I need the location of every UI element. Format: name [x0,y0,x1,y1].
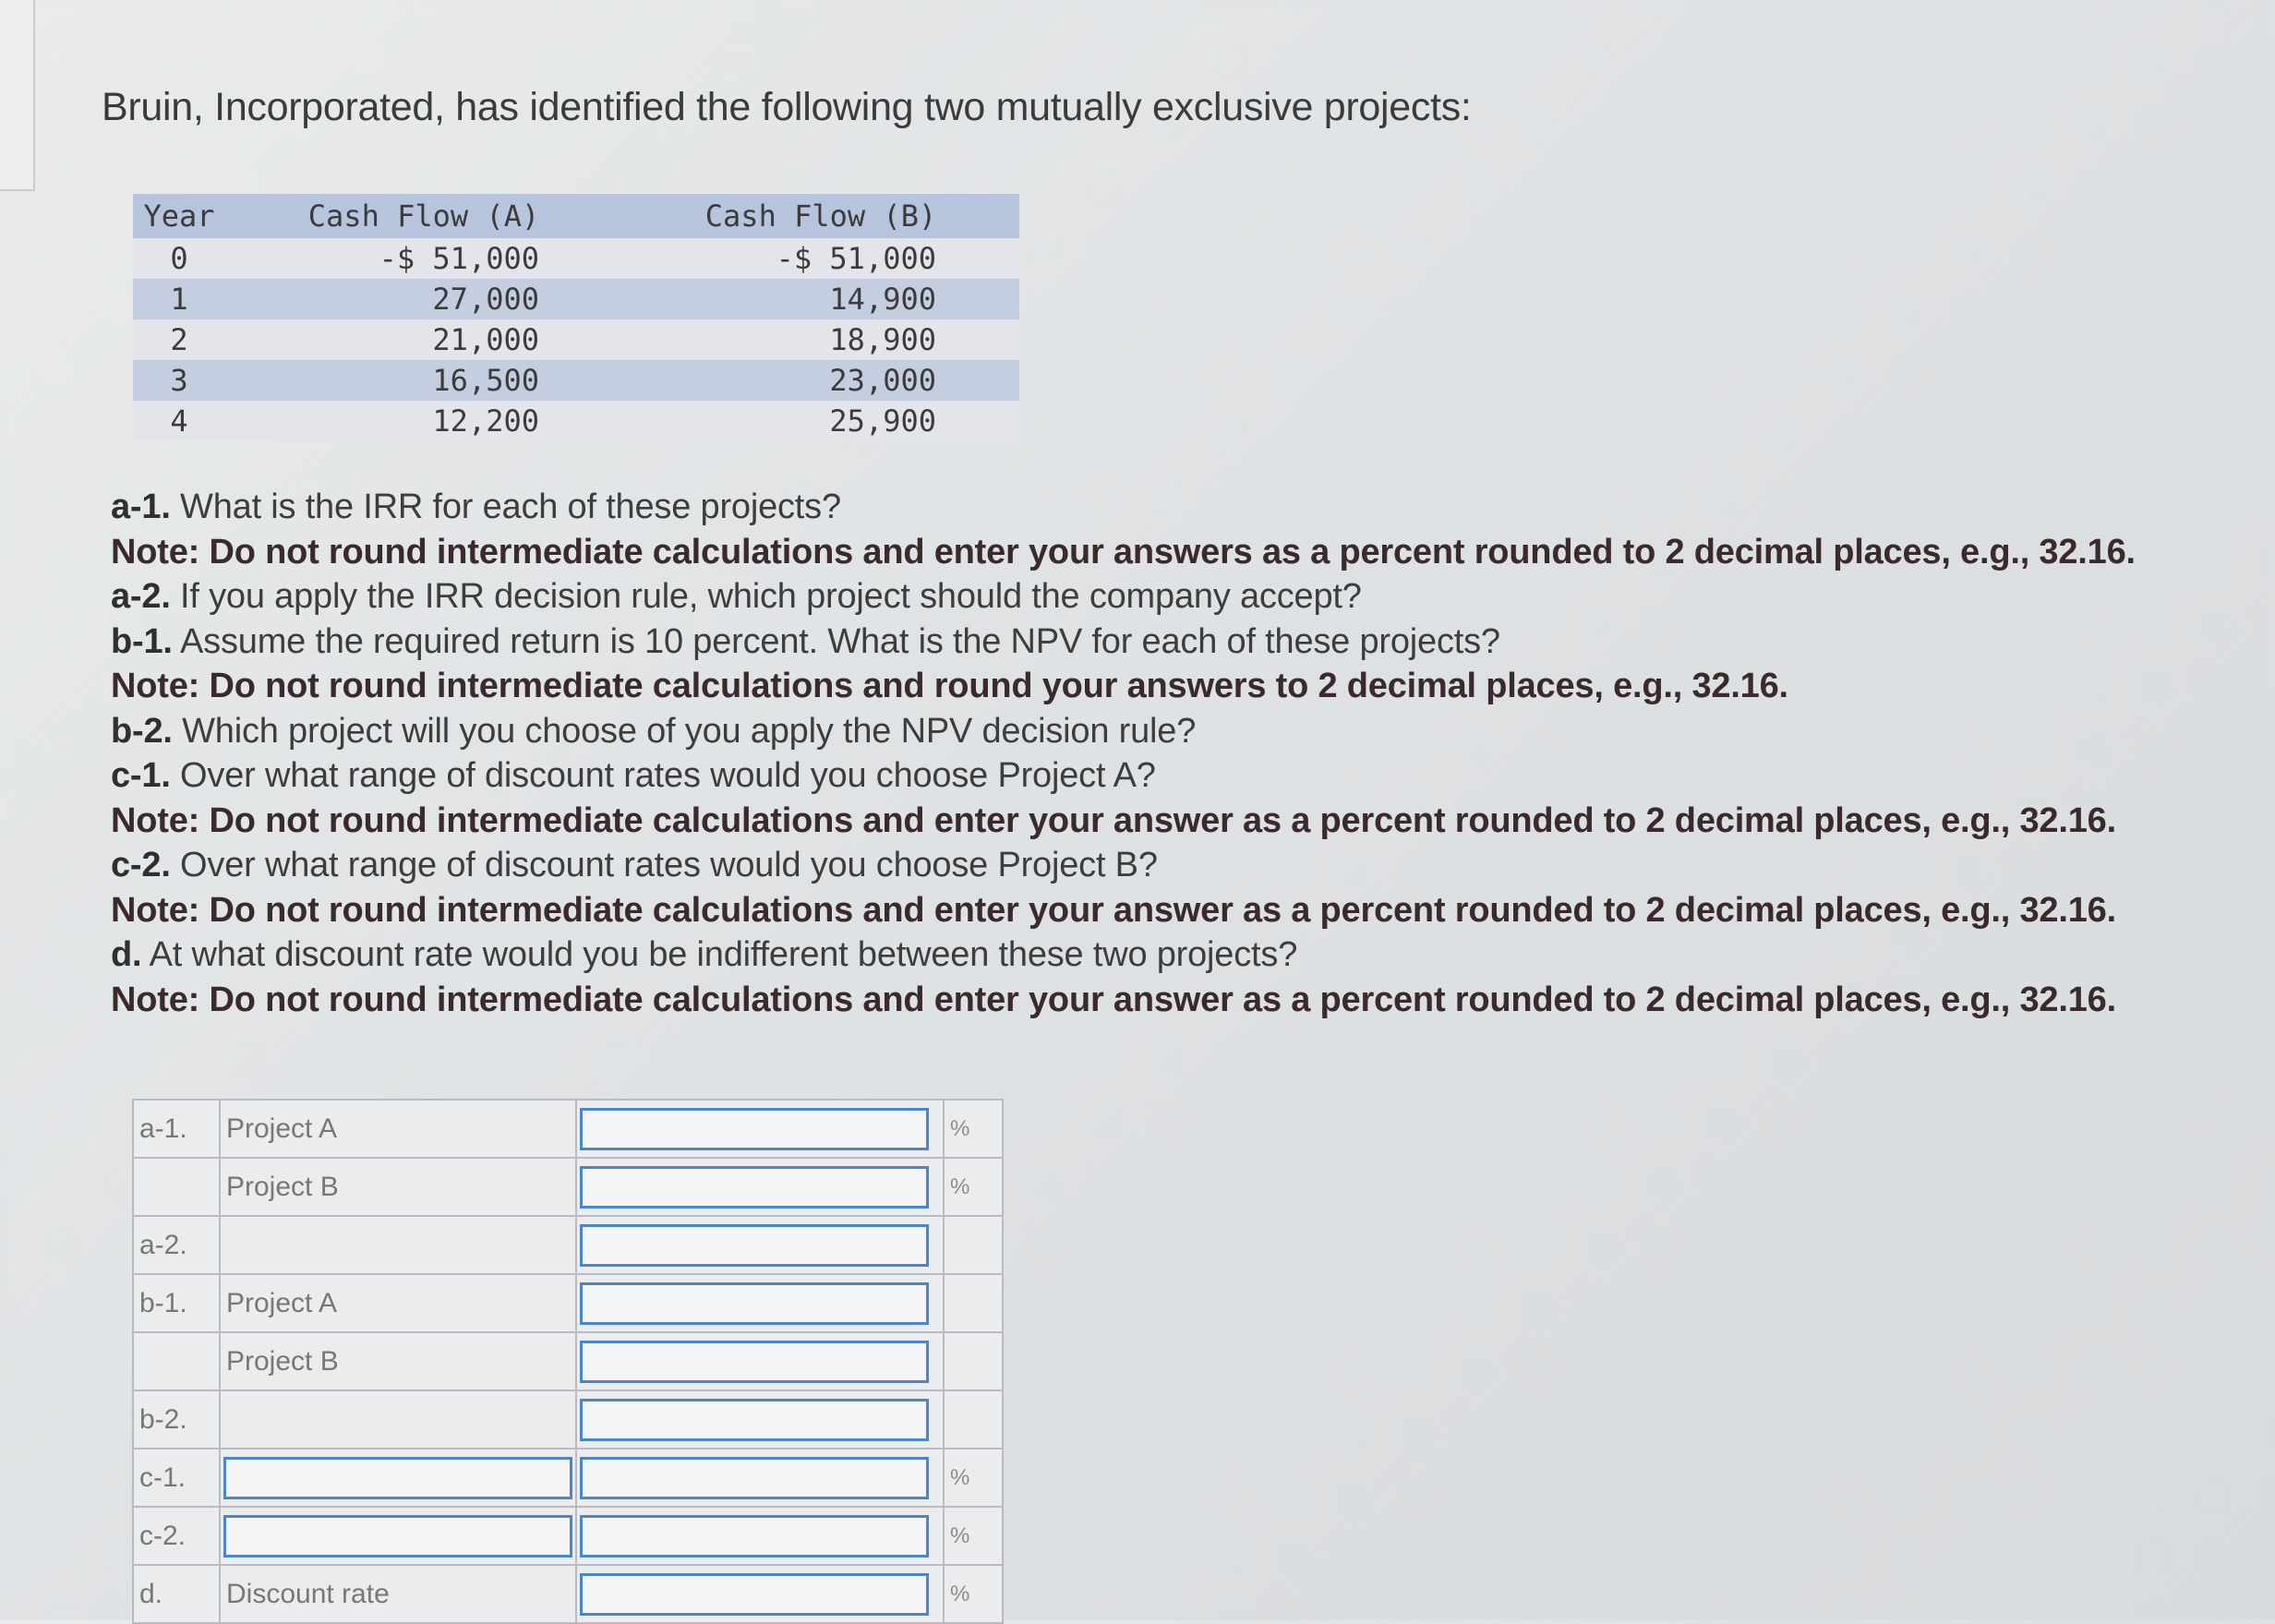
npv-decision-select[interactable] [580,1399,929,1441]
range-a-comparator-select[interactable] [223,1457,572,1499]
table-row: 2 21,000 18,900 [133,319,1019,360]
question-a2: a-2. If you apply the IRR decision rule, which project should the company accept? [111,577,1362,616]
answer-row-c2 [133,1507,1003,1565]
irr-project-b-input[interactable] [580,1166,929,1209]
row-name: Discount rate [220,1565,576,1623]
answer-grid [132,1099,1004,1624]
irr-project-a-input[interactable] [580,1108,929,1150]
note: Note: Do not round intermediate calculations and enter your answer as a percent rounded to 2 decimal places, e.g., 32.16. [111,800,2116,840]
answer-row-b1-project-a [133,1274,1003,1332]
note: Note: Do not round intermediate calculations and enter your answer as a percent rounded to 2 decimal places, e.g., 32.16. [111,980,2116,1019]
row-label: d. [133,1565,220,1623]
row-label: a-2. [133,1216,220,1274]
percent-unit: % [944,1100,1003,1158]
range-a-rate-input[interactable] [580,1457,929,1499]
table-row: 0 -$ 51,000 -$ 51,000 [133,238,1019,279]
npv-project-a-input[interactable] [580,1282,929,1325]
row-name: Project B [220,1158,576,1216]
header-cash-flow-a: Cash Flow (A) [225,194,622,238]
range-b-comparator-select[interactable] [223,1515,572,1558]
row-label: c-2. [133,1507,220,1565]
percent-unit: % [944,1449,1003,1507]
answer-row-a1-project-b [133,1158,1003,1216]
row-name: Project B [220,1332,576,1390]
question-a1: a-1. What is the IRR for each of these projects? [111,487,841,526]
row-label: b-2. [133,1390,220,1449]
range-b-rate-input[interactable] [580,1515,929,1558]
note: Note: Do not round intermediate calculations and round your answers to 2 decimal places, e.g., 32.16. [111,667,1788,705]
crossover-rate-input[interactable] [580,1573,929,1616]
answer-row-c1 [133,1449,1003,1507]
question-b1: b-1. Assume the required return is 10 percent. What is the NPV for each of these projects? [111,621,1500,661]
percent-unit: % [944,1158,1003,1216]
window-edge [0,0,35,191]
question-list [111,485,2136,1022]
note: Note: Do not round intermediate calculations and enter your answer as a percent rounded to 2 decimal places, e.g., 32.16. [111,890,2116,930]
row-label: c-1. [133,1449,220,1507]
question-d: d. At what discount rate would you be indifferent between these two projects? [111,935,1298,974]
percent-unit: % [944,1565,1003,1623]
table-row: 4 12,200 25,900 [133,401,1019,441]
cash-flow-table [133,194,1019,441]
table-row: 1 27,000 14,900 [133,279,1019,319]
npv-project-b-input[interactable] [580,1341,929,1383]
question-c2: c-2. Over what range of discount rates would you choose Project B? [111,846,1158,884]
answer-row-b1-project-b [133,1332,1003,1390]
header-year: Year [133,194,225,238]
note: Note: Do not round intermediate calculations and enter your answers as a percent rounded to 2 decimal places, e.g., 32.16. [111,532,2136,571]
row-name: Project A [220,1100,576,1158]
answer-row-a2 [133,1216,1003,1274]
table-row: 3 16,500 23,000 [133,360,1019,401]
problem-intro: Bruin, Incorporated, has identified the following two mutually exclusive projects: [102,85,1472,129]
row-name: Project A [220,1274,576,1332]
row-label: b-1. [133,1274,220,1332]
percent-unit: % [944,1507,1003,1565]
question-c1: c-1. Over what range of discount rates would you choose Project A? [111,756,1156,795]
question-b2: b-2. Which project will you choose of you apply the NPV decision rule? [111,711,1197,751]
answer-row-b2 [133,1390,1003,1449]
row-label: a-1. [133,1100,220,1158]
answer-row-a1-project-a [133,1100,1003,1158]
header-cash-flow-b: Cash Flow (B) [622,194,1019,238]
answer-row-d [133,1565,1003,1623]
irr-decision-select[interactable] [580,1224,929,1267]
